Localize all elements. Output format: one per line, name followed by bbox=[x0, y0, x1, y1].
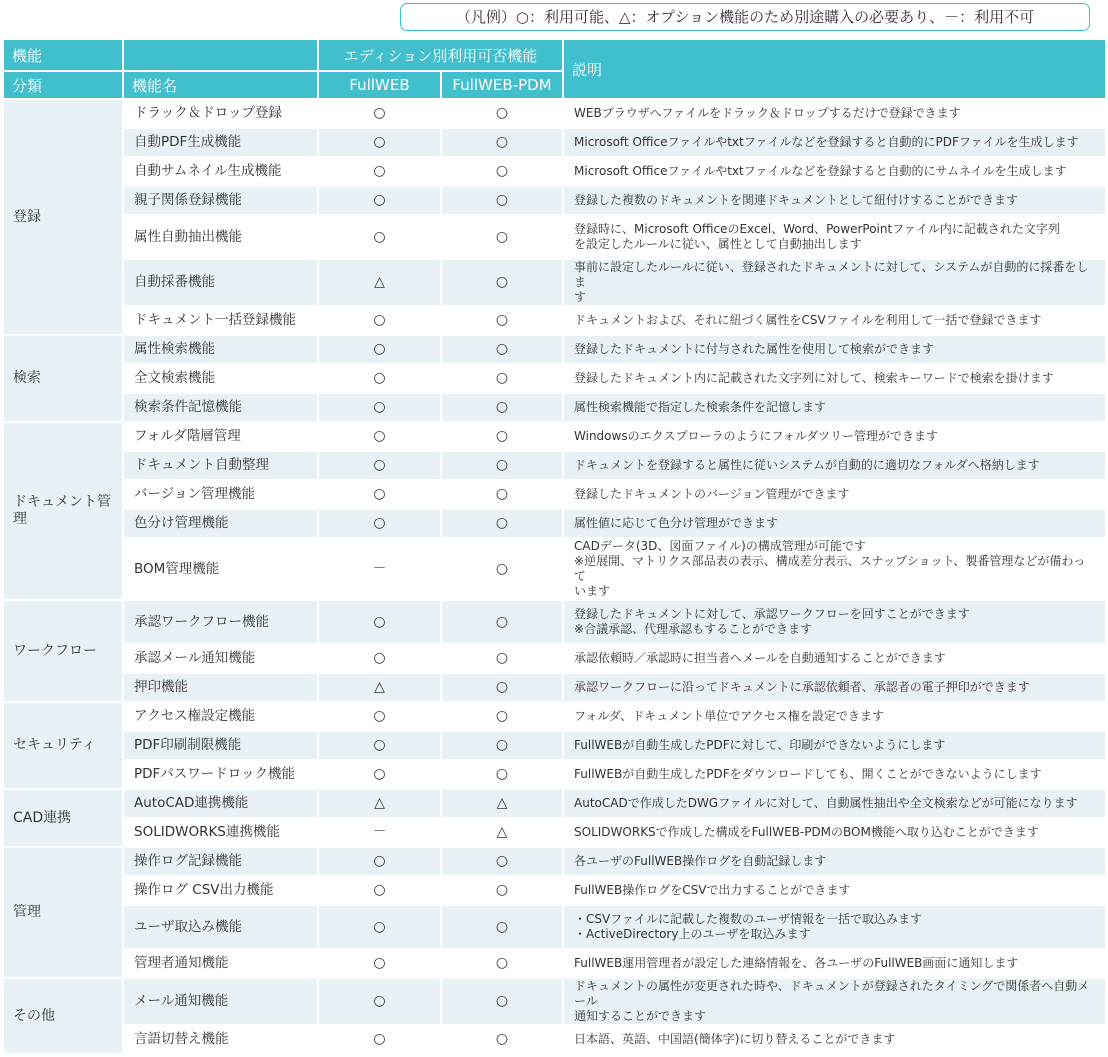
pdm-availability-cell: ○ bbox=[441, 673, 563, 702]
description-cell bbox=[563, 702, 1106, 731]
table-row bbox=[3, 306, 1106, 335]
pdm-availability-cell: ○ bbox=[441, 128, 563, 157]
description-cell bbox=[563, 480, 1106, 509]
description-cell bbox=[563, 818, 1106, 847]
pdm-availability-cell: ○ bbox=[441, 644, 563, 673]
pdm-availability-cell: △ bbox=[441, 789, 563, 818]
fullweb-availability-cell: △ bbox=[318, 789, 441, 818]
description-line: FullWEB操作ログをCSVで出力することができます bbox=[574, 883, 851, 897]
table-row bbox=[3, 789, 1106, 818]
feature-name-cell: 全文検索機能 bbox=[123, 364, 318, 393]
table-row bbox=[3, 600, 1106, 644]
header-edition-group: エディション別利用可否機能 bbox=[318, 39, 563, 71]
description-line: CADデータ(3D、図面ファイル)の構成管理が可能です bbox=[574, 539, 866, 553]
fullweb-availability-cell: － bbox=[318, 818, 441, 847]
description-cell bbox=[563, 306, 1106, 335]
feature-name-cell: ドキュメント一括登録機能 bbox=[123, 306, 318, 335]
description-line: 属性値に応じて色分け管理ができます bbox=[574, 516, 779, 530]
description-cell bbox=[563, 644, 1106, 673]
category-cell: ワークフロー bbox=[3, 600, 123, 702]
description-line: ※合議承認、代理承認もすることができます bbox=[574, 622, 813, 636]
category-cell: 登録 bbox=[3, 99, 123, 335]
description-line: ・CSVファイルに記載した複数のユーザ情報を一括で取込みます bbox=[574, 912, 922, 926]
table-row bbox=[3, 644, 1106, 673]
description-line: 事前に設定したルールに従い、登録されたドキュメントに対して、システムが自動的に採番をしま bbox=[574, 260, 1089, 289]
header-description: 説明 bbox=[563, 39, 1106, 99]
feature-name-cell: 操作ログ CSV出力機能 bbox=[123, 876, 318, 905]
description-cell bbox=[563, 949, 1106, 978]
fullweb-availability-cell: ○ bbox=[318, 905, 441, 949]
fullweb-availability-cell: ○ bbox=[318, 422, 441, 451]
header-blank bbox=[123, 39, 318, 71]
description-cell bbox=[563, 215, 1106, 259]
category-cell: 検索 bbox=[3, 335, 123, 422]
table-row bbox=[3, 949, 1106, 978]
table-row bbox=[3, 99, 1106, 128]
feature-name-cell: ユーザ取込み機能 bbox=[123, 905, 318, 949]
feature-name-cell: 検索条件記憶機能 bbox=[123, 393, 318, 422]
description-line: Microsoft Officeファイルやtxtファイルなどを登録すると自動的にPDFファイルを生成します bbox=[574, 135, 1079, 149]
pdm-availability-cell: ○ bbox=[441, 393, 563, 422]
pdm-availability-cell: ○ bbox=[441, 99, 563, 128]
category-cell: その他 bbox=[3, 978, 123, 1054]
feature-name-cell: PDF印刷制限機能 bbox=[123, 731, 318, 760]
category-cell: セキュリティ bbox=[3, 702, 123, 789]
description-cell bbox=[563, 186, 1106, 215]
pdm-availability-cell: ○ bbox=[441, 600, 563, 644]
description-line: 登録したドキュメントのバージョン管理ができます bbox=[574, 487, 850, 501]
pdm-availability-cell: ○ bbox=[441, 186, 563, 215]
fullweb-availability-cell: ○ bbox=[318, 876, 441, 905]
pdm-availability-cell: ○ bbox=[441, 978, 563, 1025]
description-line: す bbox=[574, 290, 587, 304]
description-line: 日本語、英語、中国語(簡体字)に切り替えることができます bbox=[574, 1032, 896, 1046]
feature-name-cell: バージョン管理機能 bbox=[123, 480, 318, 509]
table-row bbox=[3, 157, 1106, 186]
pdm-availability-cell: ○ bbox=[441, 306, 563, 335]
fullweb-availability-cell: ○ bbox=[318, 509, 441, 538]
category-cell: CAD連携 bbox=[3, 789, 123, 847]
fullweb-availability-cell: ○ bbox=[318, 1025, 441, 1054]
legend-box: （凡例）○：利用可能、△：オプション機能のため別途購入の必要あり、－：利用不可 bbox=[400, 3, 1090, 31]
description-line: AutoCADで作成したDWGファイルに対して、自動属性抽出や全文検索などが可能になります bbox=[574, 796, 1078, 810]
description-cell bbox=[563, 1025, 1106, 1054]
feature-name-cell: 属性自動抽出機能 bbox=[123, 215, 318, 259]
fullweb-availability-cell: ○ bbox=[318, 949, 441, 978]
feature-table bbox=[2, 38, 1107, 1055]
table-row bbox=[3, 1025, 1106, 1054]
description-cell bbox=[563, 509, 1106, 538]
table-row bbox=[3, 393, 1106, 422]
description-line: 登録したドキュメント内に記載された文字列に対して、検索キーワードで検索を掛けます bbox=[574, 371, 1054, 385]
fullweb-availability-cell: ○ bbox=[318, 306, 441, 335]
pdm-availability-cell: ○ bbox=[441, 215, 563, 259]
table-row bbox=[3, 818, 1106, 847]
feature-name-cell: アクセス権設定機能 bbox=[123, 702, 318, 731]
feature-name-cell: 承認ワークフロー機能 bbox=[123, 600, 318, 644]
fullweb-availability-cell: ○ bbox=[318, 215, 441, 259]
pdm-availability-cell: ○ bbox=[441, 335, 563, 364]
pdm-availability-cell: ○ bbox=[441, 949, 563, 978]
fullweb-availability-cell: ○ bbox=[318, 99, 441, 128]
description-cell bbox=[563, 364, 1106, 393]
feature-name-cell: 言語切替え機能 bbox=[123, 1025, 318, 1054]
fullweb-availability-cell: ○ bbox=[318, 760, 441, 789]
table-row bbox=[3, 702, 1106, 731]
table-row bbox=[3, 128, 1106, 157]
description-cell bbox=[563, 731, 1106, 760]
description-line: 各ユーザのFullWEB操作ログを自動記録します bbox=[574, 854, 827, 868]
fullweb-availability-cell: ○ bbox=[318, 364, 441, 393]
feature-name-cell: BOM管理機能 bbox=[123, 538, 318, 600]
feature-name-cell: ドラック＆ドロップ登録 bbox=[123, 99, 318, 128]
description-cell bbox=[563, 905, 1106, 949]
pdm-availability-cell: △ bbox=[441, 818, 563, 847]
description-line: 通知することができます bbox=[574, 1009, 707, 1023]
header-category: 分類 bbox=[3, 71, 123, 99]
header-function: 機能 bbox=[3, 39, 123, 71]
description-cell bbox=[563, 157, 1106, 186]
description-line: SOLIDWORKSで作成した構成をFullWEB-PDMのBOM機能へ取り込むことができます bbox=[574, 825, 1039, 839]
fullweb-availability-cell: ○ bbox=[318, 702, 441, 731]
description-cell bbox=[563, 451, 1106, 480]
table-row bbox=[3, 978, 1106, 1025]
fullweb-availability-cell: ○ bbox=[318, 731, 441, 760]
description-cell bbox=[563, 789, 1106, 818]
table-row bbox=[3, 186, 1106, 215]
description-line: FullWEBが自動生成したPDFに対して、印刷ができないようにします bbox=[574, 738, 946, 752]
table-row bbox=[3, 538, 1106, 600]
fullweb-availability-cell: ○ bbox=[318, 393, 441, 422]
description-line: 登録したドキュメントに対して、承認ワークフローを回すことができます bbox=[574, 607, 970, 621]
feature-name-cell: 親子関係登録機能 bbox=[123, 186, 318, 215]
description-line: Microsoft Officeファイルやtxtファイルなどを登録すると自動的にサムネイルを生成します bbox=[574, 164, 1067, 178]
pdm-availability-cell: ○ bbox=[441, 847, 563, 876]
category-cell: ドキュメント管理 bbox=[3, 422, 123, 600]
description-cell bbox=[563, 422, 1106, 451]
pdm-availability-cell: ○ bbox=[441, 364, 563, 393]
description-line: ドキュメントおよび、それに紐づく属性をCSVファイルを利用して一括で登録できます bbox=[574, 313, 1042, 327]
description-cell bbox=[563, 335, 1106, 364]
description-line: FullWEBが自動生成したPDFをダウンロードしても、開くことができないようにします bbox=[574, 767, 1042, 781]
pdm-availability-cell: ○ bbox=[441, 905, 563, 949]
description-line: 登録時に、Microsoft OfficeのExcel、Word、PowerPointファイル内に記載された文字列 bbox=[574, 222, 1060, 236]
fullweb-availability-cell: ○ bbox=[318, 600, 441, 644]
fullweb-availability-cell: △ bbox=[318, 259, 441, 306]
pdm-availability-cell: ○ bbox=[441, 259, 563, 306]
table-row bbox=[3, 905, 1106, 949]
description-cell bbox=[563, 99, 1106, 128]
header-feature-name: 機能名 bbox=[123, 71, 318, 99]
feature-name-cell: メール通知機能 bbox=[123, 978, 318, 1025]
description-line: ドキュメントの属性が変更された時や、ドキュメントが登録されたタイミングで関係者へ自動メール bbox=[574, 979, 1090, 1008]
description-line: 属性検索機能で指定した検索条件を記憶します bbox=[574, 400, 827, 414]
fullweb-availability-cell: ○ bbox=[318, 978, 441, 1025]
description-cell bbox=[563, 600, 1106, 644]
pdm-availability-cell: ○ bbox=[441, 509, 563, 538]
category-cell: 管理 bbox=[3, 847, 123, 978]
feature-name-cell: 管理者通知機能 bbox=[123, 949, 318, 978]
fullweb-availability-cell: ○ bbox=[318, 480, 441, 509]
description-line: WEBブラウザへファイルをドラック＆ドロップするだけで登録できます bbox=[574, 106, 961, 120]
feature-name-cell: SOLIDWORKS連携機能 bbox=[123, 818, 318, 847]
description-cell bbox=[563, 978, 1106, 1025]
table-row bbox=[3, 480, 1106, 509]
feature-name-cell: 操作ログ記録機能 bbox=[123, 847, 318, 876]
pdm-availability-cell: ○ bbox=[441, 876, 563, 905]
description-cell bbox=[563, 847, 1106, 876]
feature-name-cell: フォルダ階層管理 bbox=[123, 422, 318, 451]
fullweb-availability-cell: ○ bbox=[318, 644, 441, 673]
description-cell bbox=[563, 538, 1106, 600]
table-row bbox=[3, 215, 1106, 259]
pdm-availability-cell: ○ bbox=[441, 702, 563, 731]
feature-name-cell: 自動サムネイル生成機能 bbox=[123, 157, 318, 186]
description-cell bbox=[563, 259, 1106, 306]
description-line: ※逆展開、マトリクス部品表の表示、構成差分表示、スナップショット、製番管理などが備わって bbox=[574, 554, 1086, 583]
description-cell bbox=[563, 760, 1106, 789]
feature-name-cell: PDFパスワードロック機能 bbox=[123, 760, 318, 789]
feature-name-cell: 押印機能 bbox=[123, 673, 318, 702]
fullweb-availability-cell: ○ bbox=[318, 128, 441, 157]
table-row bbox=[3, 364, 1106, 393]
description-line: FullWEB運用管理者が設定した連絡情報を、各ユーザのFullWEB画面に通知します bbox=[574, 956, 1019, 970]
pdm-availability-cell: ○ bbox=[441, 538, 563, 600]
description-cell bbox=[563, 876, 1106, 905]
table-row bbox=[3, 731, 1106, 760]
feature-name-cell: 自動PDF生成機能 bbox=[123, 128, 318, 157]
table-body bbox=[3, 99, 1106, 1054]
description-line: います bbox=[574, 584, 611, 598]
pdm-availability-cell: ○ bbox=[441, 451, 563, 480]
pdm-availability-cell: ○ bbox=[441, 480, 563, 509]
description-line: を設定したルールに従い、属性として自動抽出します bbox=[574, 237, 862, 251]
feature-name-cell: AutoCAD連携機能 bbox=[123, 789, 318, 818]
feature-name-cell: 色分け管理機能 bbox=[123, 509, 318, 538]
description-cell bbox=[563, 673, 1106, 702]
fullweb-availability-cell: ○ bbox=[318, 186, 441, 215]
pdm-availability-cell: ○ bbox=[441, 157, 563, 186]
feature-name-cell: 承認メール通知機能 bbox=[123, 644, 318, 673]
feature-name-cell: ドキュメント自動整理 bbox=[123, 451, 318, 480]
header-edition-pdm: FullWEB-PDM bbox=[441, 71, 563, 99]
table-row bbox=[3, 509, 1106, 538]
feature-name-cell: 属性検索機能 bbox=[123, 335, 318, 364]
description-line: 登録したドキュメントに付与された属性を使用して検索ができます bbox=[574, 342, 935, 356]
description-line: ドキュメントを登録すると属性に従いシステムが自動的に適切なフォルダへ格納します bbox=[574, 458, 1040, 472]
table-row bbox=[3, 335, 1106, 364]
description-cell bbox=[563, 393, 1106, 422]
fullweb-availability-cell: △ bbox=[318, 673, 441, 702]
feature-name-cell: 自動採番機能 bbox=[123, 259, 318, 306]
table-row bbox=[3, 259, 1106, 306]
header-edition-fullweb: FullWEB bbox=[318, 71, 441, 99]
table-row bbox=[3, 422, 1106, 451]
pdm-availability-cell: ○ bbox=[441, 731, 563, 760]
description-line: Windowsのエクスプローラのようにフォルダツリー管理ができます bbox=[574, 429, 939, 443]
description-line: フォルダ、ドキュメント単位でアクセス権を設定できます bbox=[574, 709, 884, 723]
table-row bbox=[3, 847, 1106, 876]
fullweb-availability-cell: ○ bbox=[318, 451, 441, 480]
pdm-availability-cell: ○ bbox=[441, 760, 563, 789]
description-line: 登録した複数のドキュメントを関連ドキュメントとして紐付けすることができます bbox=[574, 193, 1019, 207]
description-line: 承認ワークフローに沿ってドキュメントに承認依頼者、承認者の電子押印ができます bbox=[574, 680, 1030, 694]
description-line: 承認依頼時／承認時に担当者へメールを自動通知することができます bbox=[574, 651, 946, 665]
table-row bbox=[3, 760, 1106, 789]
pdm-availability-cell: ○ bbox=[441, 422, 563, 451]
fullweb-availability-cell: ○ bbox=[318, 847, 441, 876]
fullweb-availability-cell: ○ bbox=[318, 335, 441, 364]
fullweb-availability-cell: ○ bbox=[318, 157, 441, 186]
description-line: ・ActiveDirectory上のユーザを取込みます bbox=[574, 927, 811, 941]
pdm-availability-cell: ○ bbox=[441, 1025, 563, 1054]
table-row bbox=[3, 451, 1106, 480]
table-row bbox=[3, 876, 1106, 905]
table-row bbox=[3, 673, 1106, 702]
fullweb-availability-cell: － bbox=[318, 538, 441, 600]
description-cell bbox=[563, 128, 1106, 157]
